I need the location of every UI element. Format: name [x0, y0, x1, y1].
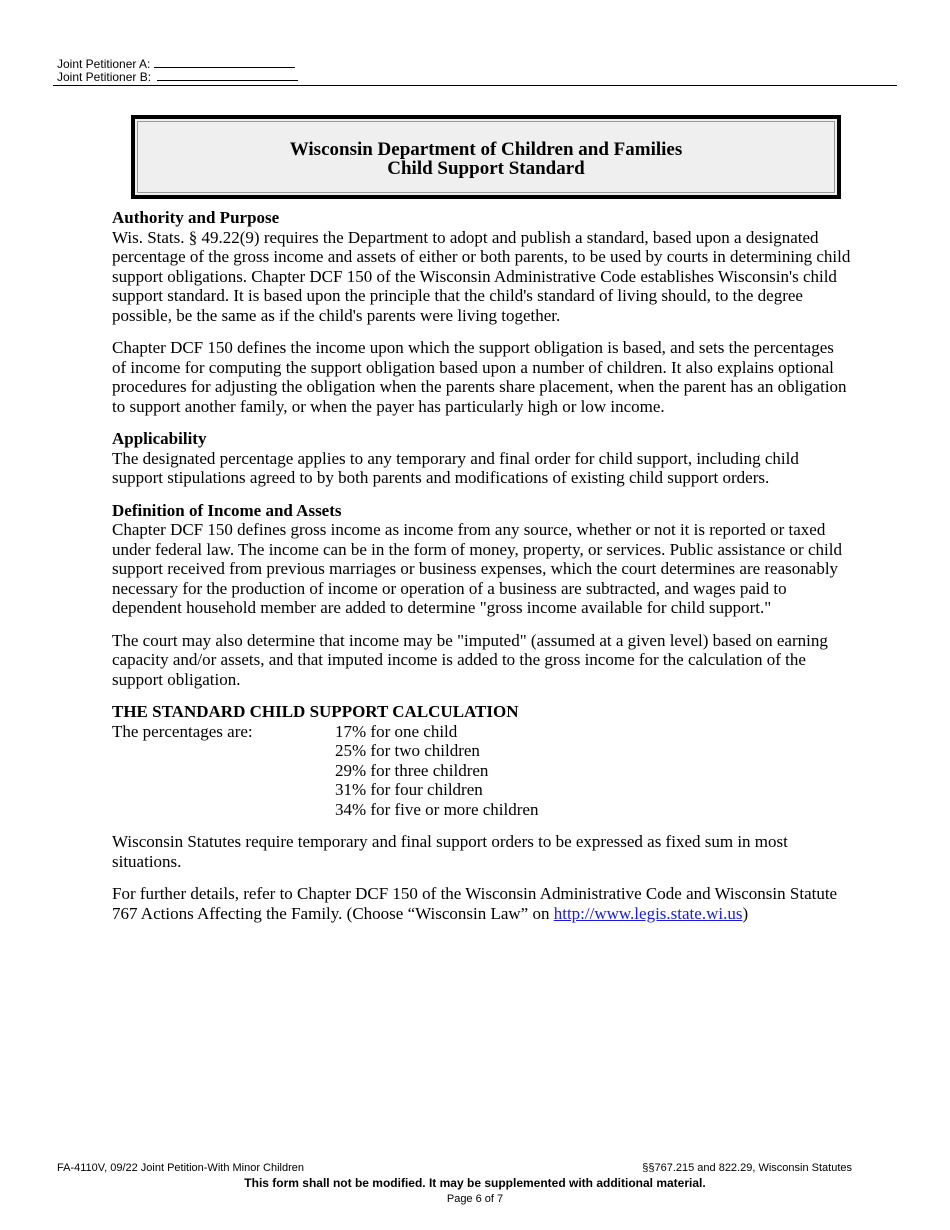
joint-petitioner-b-line [57, 69, 298, 84]
joint-petitioner-b-field[interactable] [157, 69, 298, 81]
legis-link[interactable]: http://www.legis.state.wi.us [553, 903, 743, 923]
footer-statutes: §§767.215 and 822.29, Wisconsin Statutes [642, 1162, 852, 1174]
authority-heading: Authority and Purpose [112, 208, 280, 227]
document-body [112, 208, 852, 923]
joint-petitioner-a-label: Joint Petitioner A: [57, 57, 151, 71]
authority-paragraph-2: Chapter DCF 150 defines the income upon which the support obligation is based, and sets the percentages of income for computing the support obligation based upon a number of children. It also explains optional procedures for adjusting the obligation when the parents share placement, when the parent has an obligation to support another family, or when the payer has particularly high or low income. [112, 338, 847, 416]
percentage-item: 34% for five or more children [335, 799, 539, 819]
percentage-item: 29% for three children [335, 760, 489, 780]
percentage-item: 17% for one child [335, 721, 458, 741]
income-paragraph-1: Chapter DCF 150 defines gross income as income from any source, whether or not it is reported or taxed under federal law. The income can be in the form of money, property, or services. Public assistance or child support received from previous marriages or business expenses, which the court determines are reasonably necessary for the production of income or operation of a business are subtracted, and wages paid to dependent household member are added to determine "gross income available for child support." [112, 520, 842, 617]
percentage-item: 31% for four children [335, 780, 483, 799]
percentage-item: 25% for two children [335, 741, 480, 760]
percentages-list [335, 722, 538, 820]
further-details-paragraph [112, 884, 852, 923]
percentages-table [112, 722, 852, 820]
income-paragraph-2: The court may also determine that income may be "imputed" (assumed at a given level) based on earning capacity and/or assets, and that imputed income is added to the gross income for the calculation of the support obligation. [112, 630, 828, 689]
joint-petitioner-a-field[interactable] [154, 56, 295, 68]
page-subtitle: Child Support Standard [387, 158, 585, 179]
statutes-paragraph: Wisconsin Statutes require temporary and final support orders to be expressed as fixed sum in most situations. [112, 832, 788, 871]
header-divider [53, 85, 897, 86]
applicability-paragraph: The designated percentage applies to any temporary and final order for child support, including child support stipulations agreed to by both parents and modifications of existing child support orders. [112, 448, 799, 487]
footer-form-id: FA-4110V, 09/22 Joint Petition-With Minor Children [57, 1162, 305, 1174]
page-number: Page 6 of 7 [446, 1193, 504, 1205]
footer-notice: This form shall not be modified. It may be supplemented with additional material. [244, 1176, 706, 1190]
joint-petitioner-b-label: Joint Petitioner B: [57, 70, 152, 84]
further-details-text: For further details, refer to Chapter DCF 150 of the Wisconsin Administrative Code and Wisconsin Statute 767 Actions Affecting the Family. (Choose “Wisconsin Law” on [112, 884, 838, 923]
income-heading: Definition of Income and Assets [112, 500, 342, 520]
page-title: Wisconsin Department of Children and Families [289, 139, 683, 160]
further-details-close: ) [742, 903, 749, 923]
percentages-label: The percentages are: [112, 721, 253, 741]
applicability-heading: Applicability [112, 429, 207, 448]
calculation-heading: THE STANDARD CHILD SUPPORT CALCULATION [112, 702, 519, 721]
authority-paragraph-1: Wis. Stats. § 49.22(9) requires the Department to adopt and publish a standard, based upon a designated percentage of the gross income and assets of either or both parents, to be used by courts in determining child support obligations. Chapter DCF 150 of the Wisconsin Administrative Code establishes Wisconsin's child support standard. It is based upon the principle that the child's standard of living should, to the degree possible, be the same as if the child's parents were living together. [112, 227, 851, 325]
title-box [131, 115, 841, 199]
